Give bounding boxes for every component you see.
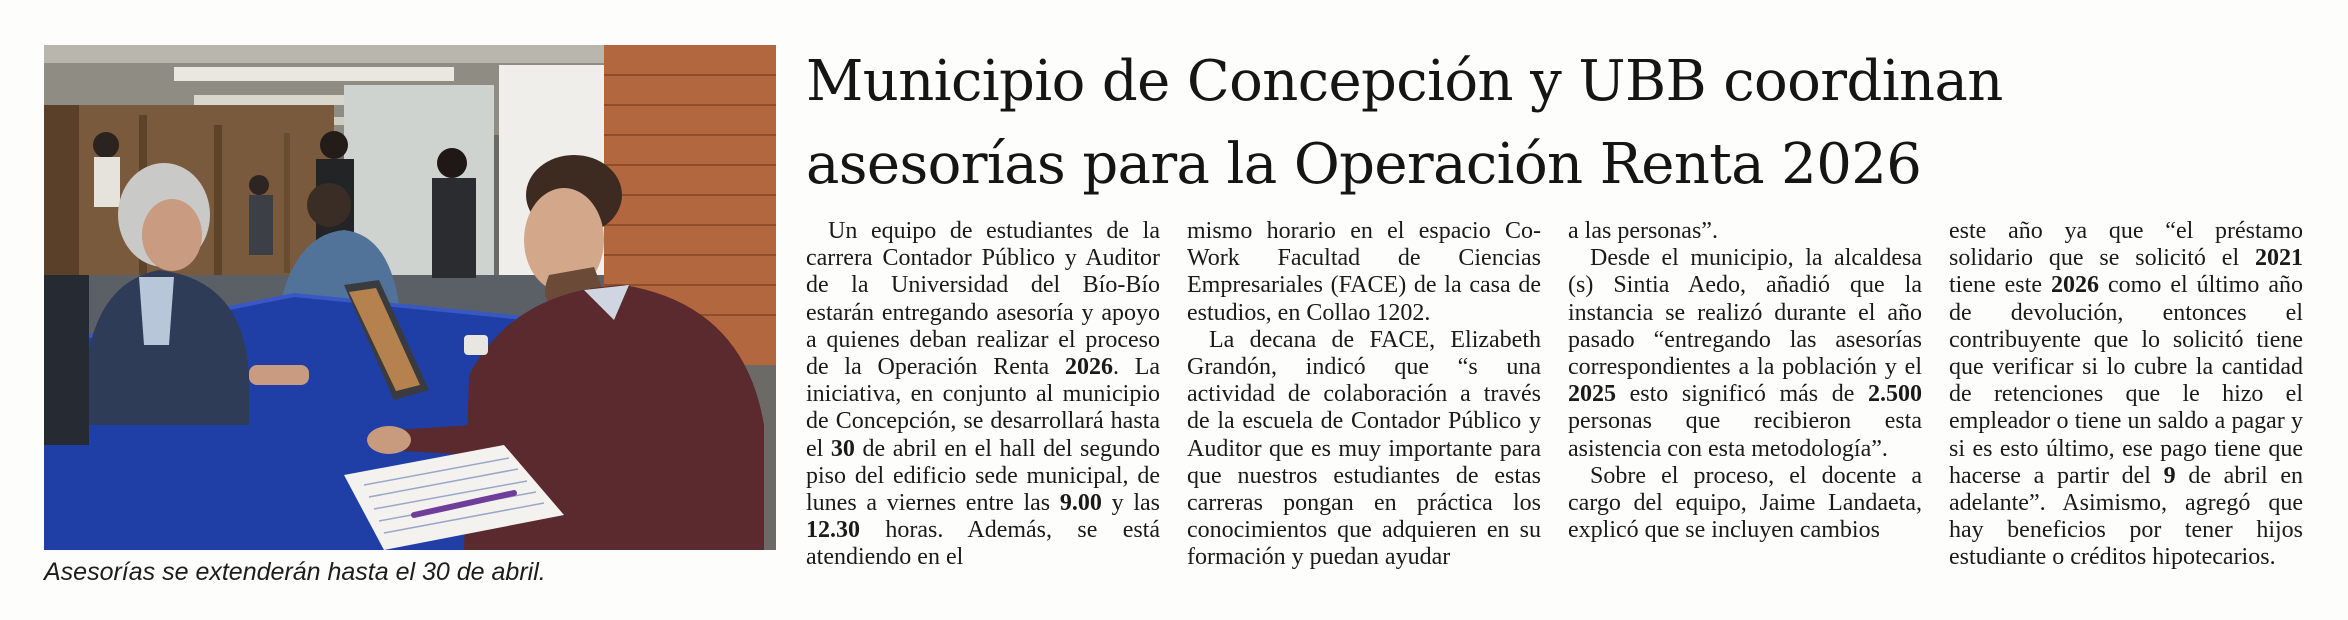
photo-illustration [44, 45, 776, 550]
text-column-4 [1949, 218, 2303, 572]
bold-figure: 2026 [1064, 354, 1113, 381]
body-paragraph: a las personas”. [1568, 218, 1718, 244]
article-body [806, 218, 2316, 598]
body-paragraph: Desde el municipio, la alcaldesa (s) Sintia Aedo, añadió que la instancia se realizó durante el año pasado “entregando las asesorías correspondientes a la población y el 2025 esto significó más de 2.500 personas que recibieron esta asistencia con esta metodología”. [1568, 245, 1922, 462]
text-column-2 [1187, 218, 1541, 572]
body-paragraph: este año ya que “el préstamo solidario que se solicitó el 2021 tiene este 2026 como el último año de devolución, entonces el contribuyente que lo solicitó tiene que verificar si lo cubre la cantidad de retenciones que le hizo el empleador o tiene un saldo a pagar y si es esto último, ese pago tiene que hacerse a partir del 9 de abril en adelante”. Asimismo, agregó que hay beneficios por tener hijos estudiante o créditos hipotecarios. [1949, 218, 2304, 571]
bold-figure: 2026 [2050, 272, 2099, 299]
bold-figure: 12.30 [806, 517, 860, 544]
bold-figure: 30 [830, 435, 855, 462]
body-paragraph: mismo horario en el espacio Co-Work Facultad de Ciencias Empresariales (FACE) de la casa de estudios, en Collao 1202. [1187, 218, 1541, 326]
bold-figure: 2021 [2255, 245, 2303, 272]
bold-figure: 9 [2163, 462, 2176, 489]
body-paragraph: La decana de FACE, Elizabeth Grandón, indicó que “s una actividad de colaboración a través de la escuela de Contador Público y Auditor que es muy importante para que nuestros estudiantes de estas carreras pongan en práctica los conocimientos que adquieren en su formación y puedan ayudar [1187, 326, 1541, 571]
article-headline [806, 40, 2306, 206]
body-paragraph: Sobre el proceso, el docente a cargo del equipo, Jaime Landaeta, explicó que se incluyen cambios [1568, 462, 1922, 544]
text-column-3 [1568, 218, 1922, 544]
body-paragraph: Un equipo de estudiantes de la carrera Contador Público y Auditor de la Universidad del Bío-Bío estarán entregando asesoría y apoyo a quienes deban realizar el proceso de la Operación Renta 2026. La iniciativa, en conjunto al municipio de Concepción, se desarrollará hasta el 30 de abril en el hall del segundo piso del edificio sede municipal, de lunes a viernes entre las 9.00 y las 12.30 horas. Además, se está atendiendo en el [806, 218, 1161, 571]
news-photo [44, 45, 776, 550]
headline-line-2: asesorías para la Operación Renta 2026 [806, 132, 1922, 197]
text-column-1 [806, 218, 1160, 572]
photo-caption: Asesorías se extenderán hasta el 30 de abril. [44, 558, 546, 586]
headline-line-1: Municipio de Concepción y UBB coordinan [806, 49, 2003, 114]
bold-figure: 9.00 [1059, 490, 1102, 517]
bold-figure: 2025 [1568, 381, 1616, 408]
bold-figure: 2.500 [1868, 381, 1922, 408]
